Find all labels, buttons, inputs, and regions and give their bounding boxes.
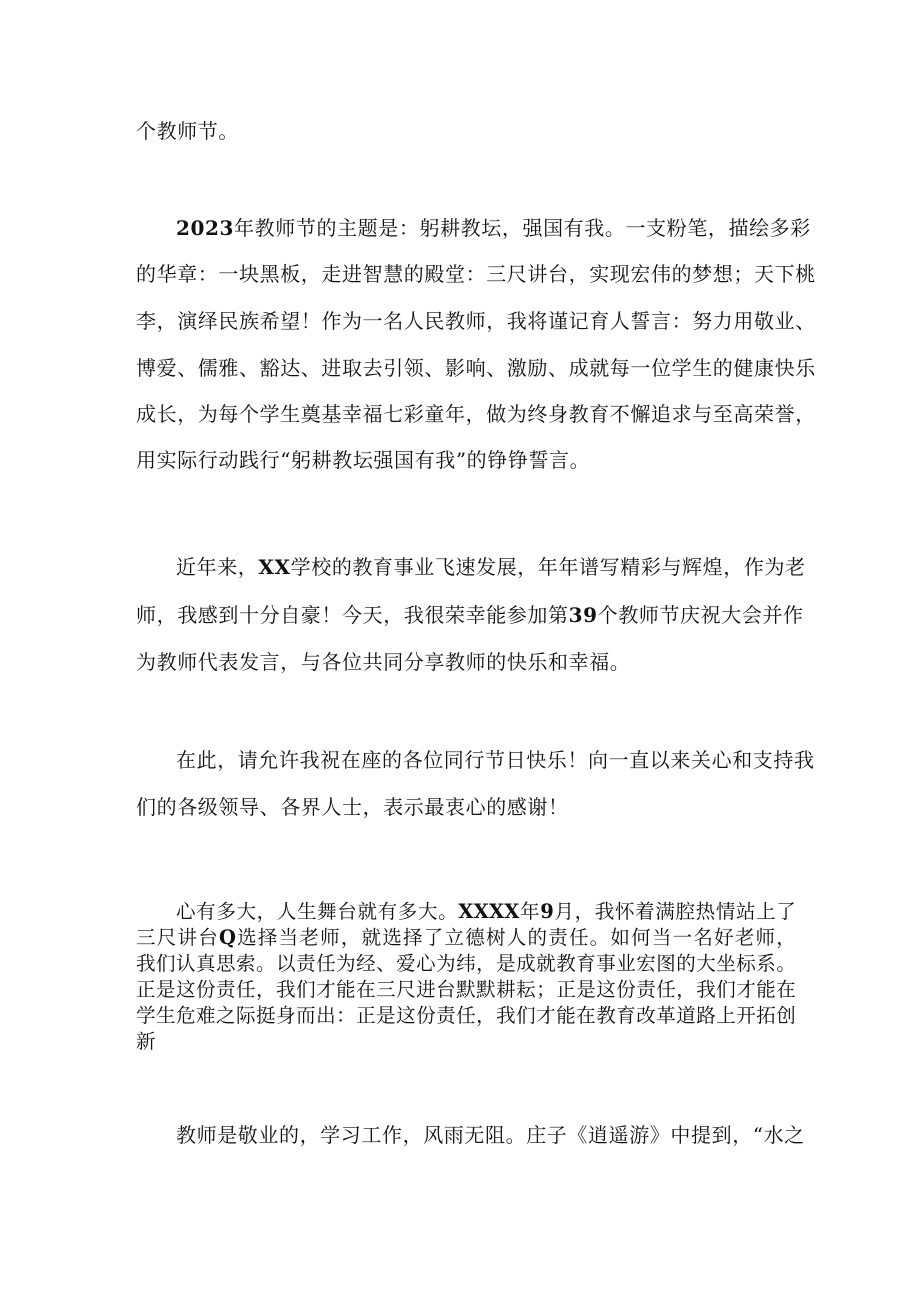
text-line: 用实际行动践行“躬耕教坛强国有我”的铮铮誓言。 (136, 448, 591, 472)
text-line: 教师是敬业的，学习工作，风雨无阻。庄子《逍遥游》中提到，“水之 (176, 1123, 805, 1147)
text-line: 师，我感到十分自豪！今天，我很荣幸能参加第39个教师节庆祝大会并作 (136, 603, 804, 627)
text-line: 学生危难之际挺身而出：正是这份责任，我们才能在教育改革道路上开拓创 (136, 1004, 796, 1027)
text-line: 为教师代表发言，与各位共同分享教师的快乐和幸福。 (136, 650, 631, 674)
text-line: 2023年教师节的主题是：躬耕教坛，强国有我。一支粉笔，描绘多彩 (176, 216, 811, 240)
text-line: 们的各级领导、各界人士，表示最衷心的感谢！ (136, 795, 569, 819)
text-line: 我们认真思索。以责任为经、爱心为纬，是成就教育事业宏图的大坐标系。 (136, 952, 796, 975)
text-line: 近年来，XX学校的教育事业飞速发展，年年谱写精彩与辉煌，作为老 (176, 555, 806, 579)
text-line: 心有多大，人生舞台就有多大。XXXX年9月，我怀着满腔热情站上了 (176, 900, 797, 923)
text-line: 博爱、儒雅、豁达、进取去引领、影响、激励、成就每一位学生的健康快乐 (136, 356, 816, 380)
text-line: 在此，请允许我祝在座的各位同行节日快乐！向一直以来关心和支持我 (176, 748, 815, 772)
text-line: 李，演绎民族希望！作为一名人民教师，我将谨记育人誓言：努力用敬业、 (136, 309, 816, 333)
text-line: 正是这份责任，我们才能在三尺进台默默耕耘；正是这份责任，我们才能在 (136, 978, 796, 1001)
text-line: 的华章：一块黑板，走进智慧的殿堂：三尺讲台，实现宏伟的梦想；天下桃 (136, 262, 816, 286)
text-line: 成长，为每个学生奠基幸福七彩童年，做为终身教育不懈追求与至高荣誉， (136, 402, 816, 426)
text-line: 个教师节。 (136, 119, 239, 143)
text-line: 三尺讲台Q选择当老师，就选择了立德树人的责任。如何当一名好老师， (136, 926, 796, 949)
text-line: 新 (136, 1030, 156, 1053)
